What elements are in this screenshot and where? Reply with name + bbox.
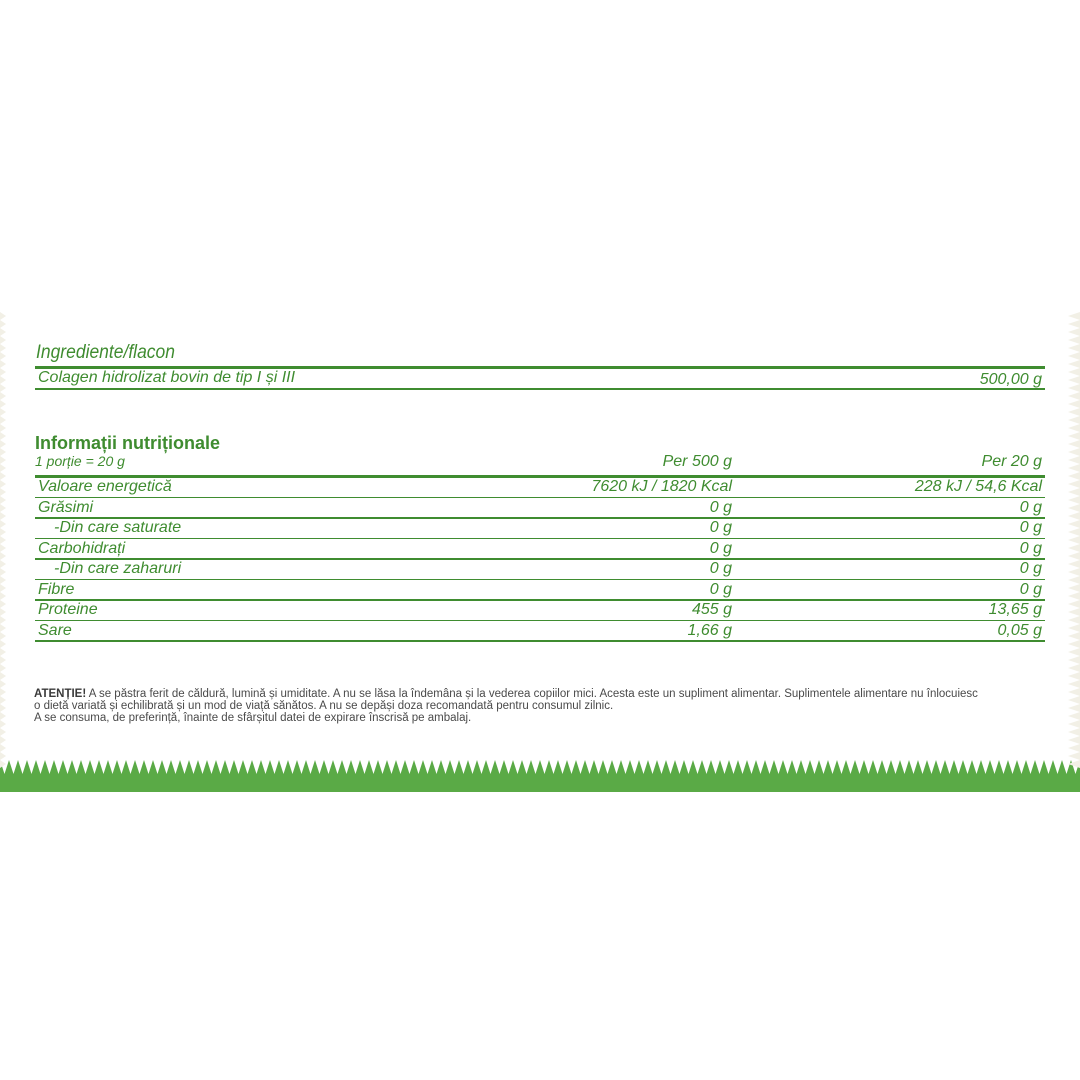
- nutrition-row-label: Sare: [38, 621, 72, 639]
- nutrition-row-per20: 0,05 g: [997, 621, 1042, 639]
- nutrition-row-divider: [35, 517, 1045, 519]
- nutrition-row-divider: [35, 558, 1045, 560]
- nutrition-row-per20: 13,65 g: [988, 601, 1042, 618]
- ingredient-name: Colagen hidrolizat bovin de tip I și III: [38, 369, 296, 386]
- warning-line-3: A se consuma, de preferință, înainte de sfârșitul datei de expirare înscrisă pe ambalaj.: [34, 712, 472, 724]
- nutrition-row-divider: [35, 599, 1045, 601]
- column-header-per500: Per 500 g: [662, 453, 732, 470]
- nutrition-row-label: Fibre: [38, 580, 75, 598]
- nutrition-row-label: Carbohidrați: [38, 539, 126, 557]
- warning-text: [34, 688, 1054, 724]
- nutrition-row-divider: [35, 579, 1045, 581]
- nutrition-row-per500: 0 g: [709, 519, 732, 536]
- nutrition-row-per20: 0 g: [1019, 560, 1042, 577]
- ingredients-rule-bottom: [35, 388, 1045, 390]
- nutrition-row-per20: 0 g: [1019, 580, 1042, 598]
- nutrition-row-per500: 7620 kJ / 1820 Kcal: [591, 478, 732, 495]
- nutrition-row-divider: [35, 538, 1045, 540]
- nutrition-row-label: Valoare energetică: [38, 478, 172, 495]
- nutrition-row-label: -Din care zaharuri: [54, 560, 182, 577]
- nutrition-row-per500: 0 g: [709, 580, 732, 598]
- warning-line-1: ATENȚIE! A se păstra ferit de căldură, lumină și umiditate. A nu se lăsa la îndemâna și la vederea copiilor mici. Acesta este un supliment alimentar. Suplimentele alimentare nu înlocuiesc: [34, 688, 978, 700]
- warning-line-2: o dietă variată și echilibrată și un mod de viață sănătos. A nu se depăși doza recomandată pentru consumul zilnic.: [34, 700, 614, 712]
- nutrition-rule-top: [35, 475, 1045, 478]
- nutrition-row-per500: 455 g: [691, 601, 732, 618]
- nutrition-row-divider: [35, 497, 1045, 499]
- column-header-per20: Per 20 g: [981, 453, 1042, 470]
- nutrition-row-label: Proteine: [38, 601, 98, 618]
- nutrition-row-per500: 0 g: [709, 539, 732, 557]
- ingredient-amount: 500,00 g: [979, 371, 1042, 388]
- nutrition-row-per500: 0 g: [709, 498, 732, 516]
- nutrition-row-divider: [35, 640, 1045, 642]
- nutrition-title: Informații nutriționale: [35, 433, 221, 453]
- nutrition-row-per500: 0 g: [709, 560, 732, 577]
- nutrition-row-label: -Din care saturate: [54, 519, 182, 536]
- nutrition-row-per20: 0 g: [1019, 539, 1042, 557]
- nutrition-row-per20: 228 kJ / 54,6 Kcal: [914, 478, 1042, 495]
- warning-lead: ATENȚIE!: [34, 688, 87, 700]
- portion-size: 1 porție = 20 g: [35, 453, 125, 469]
- nutrition-row-per20: 0 g: [1019, 498, 1042, 516]
- nutrition-row-per500: 1,66 g: [687, 621, 732, 639]
- ingredients-title: Ingrediente/flacon: [36, 342, 175, 363]
- nutrition-row-divider: [35, 620, 1045, 622]
- nutrition-row-per20: 0 g: [1019, 519, 1042, 536]
- nutrition-row-label: Grăsimi: [38, 498, 94, 516]
